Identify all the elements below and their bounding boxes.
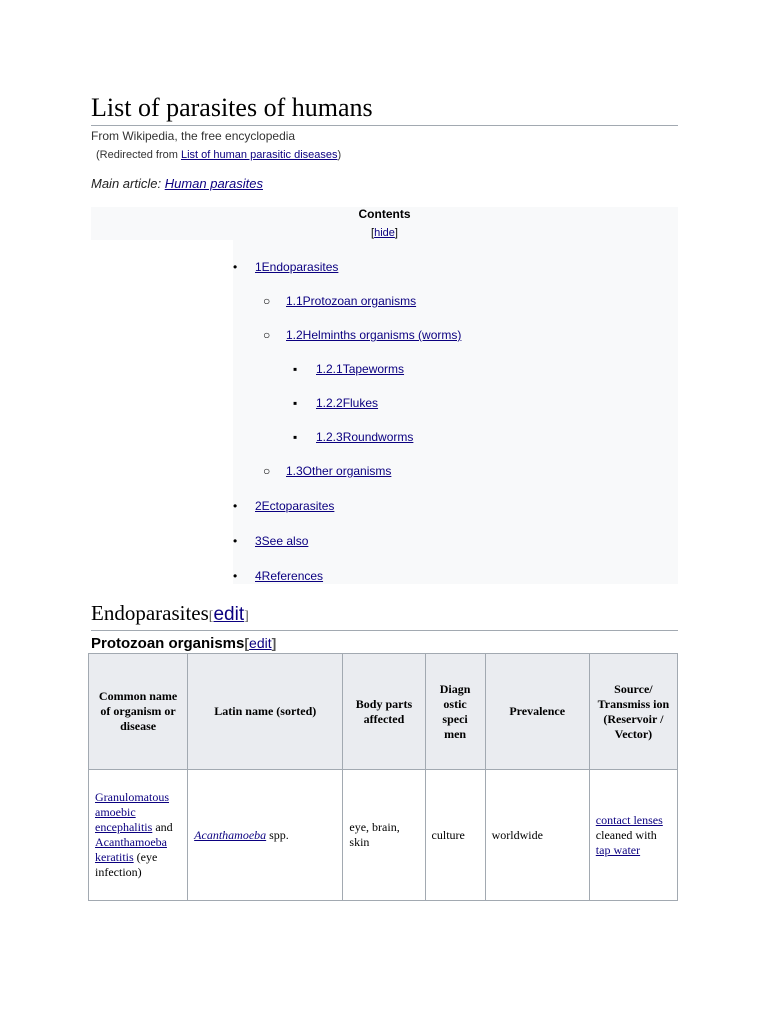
toc-bullet-square-icon: ▪ [293, 396, 298, 410]
toc-toggle-close: ] [394, 227, 398, 239]
source-link[interactable]: tap water [595, 842, 641, 857]
common-name-cell [89, 770, 188, 901]
toc-bullet-square-icon: ▪ [293, 362, 298, 376]
section-title: Endoparasites [91, 601, 209, 625]
toc-title: Contents [358, 207, 411, 221]
redirect-prefix: (Redirected from [96, 149, 181, 161]
source-cell [589, 770, 677, 901]
toc-bullet-circle-icon: ○ [263, 294, 271, 308]
disease-link[interactable]: Acanthamoeba keratitis [95, 835, 167, 864]
main-article-note [91, 176, 263, 191]
prevalence-cell: worldwide [485, 770, 589, 901]
toc-item-see-also[interactable]: 3See also [255, 534, 309, 548]
table-header-cell[interactable]: Common name of organism or disease [89, 654, 188, 770]
toc-list [233, 240, 678, 584]
toc-item-endoparasites[interactable]: 1Endoparasites [255, 260, 339, 274]
toc-item-roundworms[interactable]: 1.2.3Roundworms [316, 430, 414, 444]
subsection-heading-protozoan [91, 634, 276, 653]
edit-bracket-close: ] [271, 635, 277, 651]
protozoan-table [88, 653, 678, 901]
cell-text: spp. [266, 827, 289, 842]
table-header-cell[interactable]: Latin name (sorted) [188, 654, 343, 770]
toc-item-other-organisms[interactable]: 1.3Other organisms [286, 464, 392, 478]
tagline: From Wikipedia, the free encyclopedia [91, 129, 296, 143]
redirect-link[interactable]: List of human parasitic diseases [180, 149, 338, 161]
body-parts-cell: eye, brain, skin [343, 770, 425, 901]
table-header-cell[interactable]: Source/ Transmiss ion (Reservoir / Vector) [589, 654, 677, 770]
latin-name-cell [188, 770, 343, 901]
toc-bullet-circle-icon: ○ [263, 328, 271, 342]
toc-item-tapeworms[interactable]: 1.2.1Tapeworms [316, 362, 405, 376]
page-title: List of parasites of humans [91, 92, 678, 126]
table-header-cell[interactable]: Diagn ostic speci men [425, 654, 485, 770]
toc-item-flukes[interactable]: 1.2.2Flukes [316, 396, 379, 410]
main-article-link[interactable]: Human parasites [164, 176, 263, 191]
toc-bullet-disc-icon: • [233, 260, 238, 274]
section-heading-endoparasites [91, 600, 678, 631]
redirect-note [96, 149, 341, 161]
toc-item-protozoan-organisms[interactable]: 1.1Protozoan organisms [286, 294, 417, 308]
toc-hide-link[interactable]: hide [374, 227, 395, 239]
toc-item-ectoparasites[interactable]: 2Ectoparasites [255, 499, 335, 513]
source-link[interactable]: contact lenses [595, 812, 663, 827]
table-header-cell[interactable]: Body parts affected [343, 654, 425, 770]
cell-text: and [152, 820, 173, 834]
toc-item-helminths[interactable]: 1.2Helminths organisms (worms) [286, 328, 462, 342]
toc-bullet-disc-icon: • [233, 499, 238, 513]
toc-bullet-disc-icon: • [233, 569, 238, 583]
cell-text: (eye infection) [95, 850, 158, 879]
toc-bullet-square-icon: ▪ [293, 430, 298, 444]
edit-bracket-open: [ [244, 635, 250, 651]
cell-text: cleaned with [595, 827, 657, 842]
table-row [89, 770, 678, 901]
edit-bracket-close: ] [244, 609, 249, 624]
toc-bullet-circle-icon: ○ [263, 464, 271, 478]
toc-toggle-open: [ [371, 227, 375, 239]
specimen-cell: culture [425, 770, 485, 901]
subsection-edit-link[interactable]: edit [249, 635, 272, 651]
table-header-row [89, 654, 678, 770]
disease-link[interactable]: Granulomatous amoebic encephalitis [95, 790, 169, 834]
edit-bracket-open: [ [208, 609, 214, 624]
subsection-title: Protozoan organisms [91, 635, 245, 652]
toc-item-references[interactable]: 4References [255, 569, 324, 583]
main-article-prefix: Main article: [91, 176, 165, 191]
section-edit-link[interactable]: edit [213, 604, 245, 625]
toc-bullet-disc-icon: • [233, 534, 238, 548]
toc-toggle [91, 226, 678, 240]
redirect-suffix: ) [337, 149, 342, 161]
table-header-cell[interactable]: Prevalence [485, 654, 589, 770]
latin-name-link[interactable]: Acanthamoeba [194, 827, 267, 842]
toc-header [91, 207, 678, 240]
